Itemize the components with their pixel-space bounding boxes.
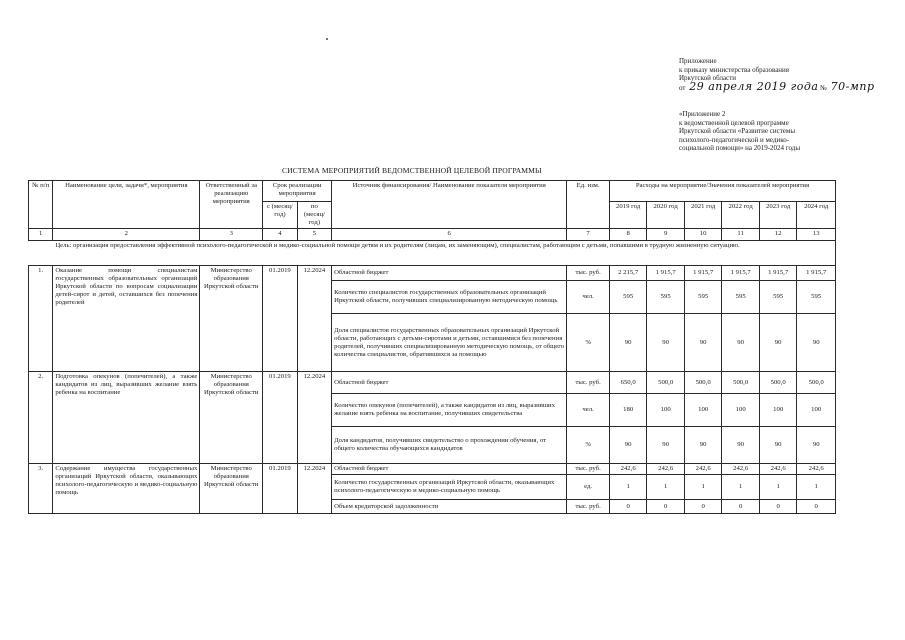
value-cell: 0: [647, 500, 685, 514]
activity-source: Областной бюджет: [332, 464, 567, 475]
activity-unit: тыс. руб.: [567, 500, 610, 514]
activity-name: Содержание имущества государственных организаций Иркутской области, оказывающих психолого-педагогическую и медико-социальную помощь: [53, 464, 200, 514]
appendix2-line: социальной помощи» на 2019-2024 годы: [679, 144, 801, 153]
column-number: 2: [53, 229, 200, 241]
appendix2-line: к ведомственной целевой программе: [679, 118, 789, 127]
value-cell: 100: [797, 394, 836, 427]
activity-source: Доля специалистов государственных образовательных организаций Иркутской области, работающих с детьми-сиротами и детьми, оставшимися без попечения родителей, получивших специализированную методическую помощь, от общего количества специалистов, обратившихся за помощью: [332, 314, 567, 372]
value-cell: 595: [759, 281, 797, 314]
activity-source: Количество государственных организаций Иркутской области, оказывающих психолого-педагогическую и медико-социальную помощь: [332, 475, 567, 500]
goal-row: [29, 241, 836, 266]
header-num: № п/п: [29, 181, 53, 229]
value-cell: 90: [759, 427, 797, 464]
value-cell: 0: [722, 500, 760, 514]
column-number: 5: [297, 229, 331, 241]
activity-responsible: Министерство образования Иркутской области: [200, 372, 263, 464]
column-number: 12: [759, 229, 797, 241]
value-cell: 90: [684, 314, 722, 372]
column-number: 6: [332, 229, 567, 241]
table-row: [29, 372, 836, 394]
value-cell: 1 915,7: [797, 266, 836, 281]
value-cell: 100: [684, 394, 722, 427]
value-cell: 242,6: [684, 464, 722, 475]
value-cell: 242,6: [759, 464, 797, 475]
value-cell: 90: [647, 314, 685, 372]
value-cell: 100: [759, 394, 797, 427]
header-period: Срок реализации мероприятия: [263, 181, 332, 202]
activity-from: 01.2019: [263, 372, 297, 464]
value-cell: 595: [797, 281, 836, 314]
table-row: [29, 464, 836, 475]
activity-unit: тыс. руб.: [567, 266, 610, 281]
value-cell: 0: [684, 500, 722, 514]
header-year: 2019 год: [609, 202, 647, 229]
value-cell: 1: [647, 475, 685, 500]
activity-to: 12.2024: [297, 372, 331, 464]
value-cell: 0: [759, 500, 797, 514]
appendix2-line: «Приложение 2: [679, 110, 726, 118]
value-cell: 1: [609, 475, 647, 500]
appendix2-line: Иркутской области «Развитие системы: [679, 127, 796, 136]
header-year: 2024 год: [797, 202, 836, 229]
activity-num: 3.: [29, 464, 53, 514]
activity-source: Доля кандидатов, получивших свидетельство о прохождении обучения, от общего количества обучающихся кандидатов: [332, 427, 567, 464]
activities-table: [28, 180, 836, 514]
value-cell: 242,6: [647, 464, 685, 475]
header-responsible: Ответственный за реализацию мероприятия: [200, 181, 263, 229]
header-year: 2023 год: [759, 202, 797, 229]
value-cell: 500,0: [722, 372, 760, 394]
activity-source: Количество опекунов (попечителей), а также кандидатов из лиц, выразивших желание взять ребенка на воспитание, получивших свидетельства: [332, 394, 567, 427]
appendix-line: Иркутской области: [679, 74, 737, 83]
activity-to: 12.2024: [297, 266, 331, 372]
appendix2-block: [679, 110, 800, 153]
activity-unit: тыс. руб.: [567, 372, 610, 394]
value-cell: 90: [647, 427, 685, 464]
appendix-date-line: [679, 79, 875, 93]
value-cell: 500,0: [647, 372, 685, 394]
value-cell: 100: [722, 394, 760, 427]
header-year: 2021 год: [684, 202, 722, 229]
value-cell: 1: [797, 475, 836, 500]
value-cell: 1: [722, 475, 760, 500]
value-cell: 100: [647, 394, 685, 427]
value-cell: 1: [684, 475, 722, 500]
value-cell: 90: [797, 427, 836, 464]
header-year: 2020 год: [647, 202, 685, 229]
value-cell: 1 915,7: [684, 266, 722, 281]
handwritten-date: 29 апреля 2019 года: [689, 79, 819, 93]
activity-unit: тыс. руб.: [567, 464, 610, 475]
column-number: 4: [263, 229, 297, 241]
column-number: 7: [567, 229, 610, 241]
activity-from: 01.2019: [263, 464, 297, 514]
appendix-block: [679, 57, 875, 92]
value-cell: 1 915,7: [647, 266, 685, 281]
value-cell: 90: [759, 314, 797, 372]
column-number: 3: [200, 229, 263, 241]
activity-to: 12.2024: [297, 464, 331, 514]
value-cell: 90: [609, 427, 647, 464]
value-cell: 0: [797, 500, 836, 514]
activity-from: 01.2019: [263, 266, 297, 372]
column-number: 13: [797, 229, 836, 241]
activity-num: 1.: [29, 266, 53, 372]
header-source: Источник финансирования/ Наименование показателя мероприятия: [332, 181, 567, 229]
header-unit: Ед. изм.: [567, 181, 610, 229]
activity-responsible: Министерство образования Иркутской области: [200, 464, 263, 514]
header-year: 2022 год: [722, 202, 760, 229]
document-title: СИСТЕМА МЕРОПРИЯТИЙ ВЕДОМСТВЕННОЙ ЦЕЛЕВОЙ ПРОГРАММЫ: [282, 166, 542, 175]
appendix-line: Приложение: [679, 57, 717, 65]
handwritten-number: 70-мпр: [830, 79, 875, 93]
table-row: [29, 266, 836, 281]
column-number: 1: [29, 229, 53, 241]
column-number: 9: [647, 229, 685, 241]
value-cell: 242,6: [797, 464, 836, 475]
activity-name: Подготовка опекунов (попечителей), а также кандидатов из лиц, выразивших желание взять ребенка на воспитание: [53, 372, 200, 464]
value-cell: 90: [797, 314, 836, 372]
value-cell: 90: [684, 427, 722, 464]
value-cell: 595: [647, 281, 685, 314]
activity-unit: %: [567, 314, 610, 372]
activity-source: Объем кредиторской задолженности: [332, 500, 567, 514]
value-cell: 90: [609, 314, 647, 372]
activity-unit: ед.: [567, 475, 610, 500]
appendix-date-prefix: от: [679, 83, 686, 92]
value-cell: 595: [609, 281, 647, 314]
activity-unit: %: [567, 427, 610, 464]
value-cell: 2 215,7: [609, 266, 647, 281]
appendix-number-sign: №: [820, 83, 827, 92]
activity-source: Областной бюджет: [332, 266, 567, 281]
column-number: 10: [684, 229, 722, 241]
column-number-row: [29, 229, 836, 241]
activity-source: Областной бюджет: [332, 372, 567, 394]
header-to: по (месяц/ год): [297, 202, 331, 229]
value-cell: 595: [722, 281, 760, 314]
column-number: 11: [722, 229, 760, 241]
value-cell: 500,0: [759, 372, 797, 394]
value-cell: 90: [722, 427, 760, 464]
value-cell: 1 915,7: [759, 266, 797, 281]
activity-name: Оказание помощи специалистам государственных образовательных организаций Иркутской области по вопросам социализации детей-сирот и детей, оставшихся без попечения родителей: [53, 266, 200, 372]
header-expenses: Расходы на мероприятие/Значения показателей мероприятия: [609, 181, 835, 202]
appendix-line: к приказу министерства образования: [679, 65, 790, 74]
goal-text: Цель: организация предоставления эффективной психолого-педагогической и медико-социальной помощи детям и их родителям (лицам, их заменяющим), специалистам, работающим с детьми, попавшими в трудную жизненную ситуацию.: [53, 241, 836, 266]
value-cell: 242,6: [722, 464, 760, 475]
value-cell: 180: [609, 394, 647, 427]
header-name: Наименование цели, задачи*, мероприятия: [53, 181, 200, 229]
value-cell: 1 915,7: [722, 266, 760, 281]
value-cell: 500,0: [684, 372, 722, 394]
value-cell: 242,6: [609, 464, 647, 475]
value-cell: 500,0: [797, 372, 836, 394]
value-cell: 0: [609, 500, 647, 514]
appendix2-line: психолого-педагогической и медико-: [679, 135, 790, 144]
value-cell: 1: [759, 475, 797, 500]
header-from: с (месяц/ год): [263, 202, 297, 229]
activity-num: 2.: [29, 372, 53, 464]
value-cell: 90: [722, 314, 760, 372]
activity-unit: чел.: [567, 281, 610, 314]
column-number: 8: [609, 229, 647, 241]
value-cell: 650,0: [609, 372, 647, 394]
activity-responsible: Министерство образования Иркутской области: [200, 266, 263, 372]
activity-unit: чел.: [567, 394, 610, 427]
value-cell: 595: [684, 281, 722, 314]
activity-source: Количество специалистов государственных образовательных организаций Иркутской области, получивших специализированную методическую помощь: [332, 281, 567, 314]
scan-dot: [326, 38, 328, 40]
